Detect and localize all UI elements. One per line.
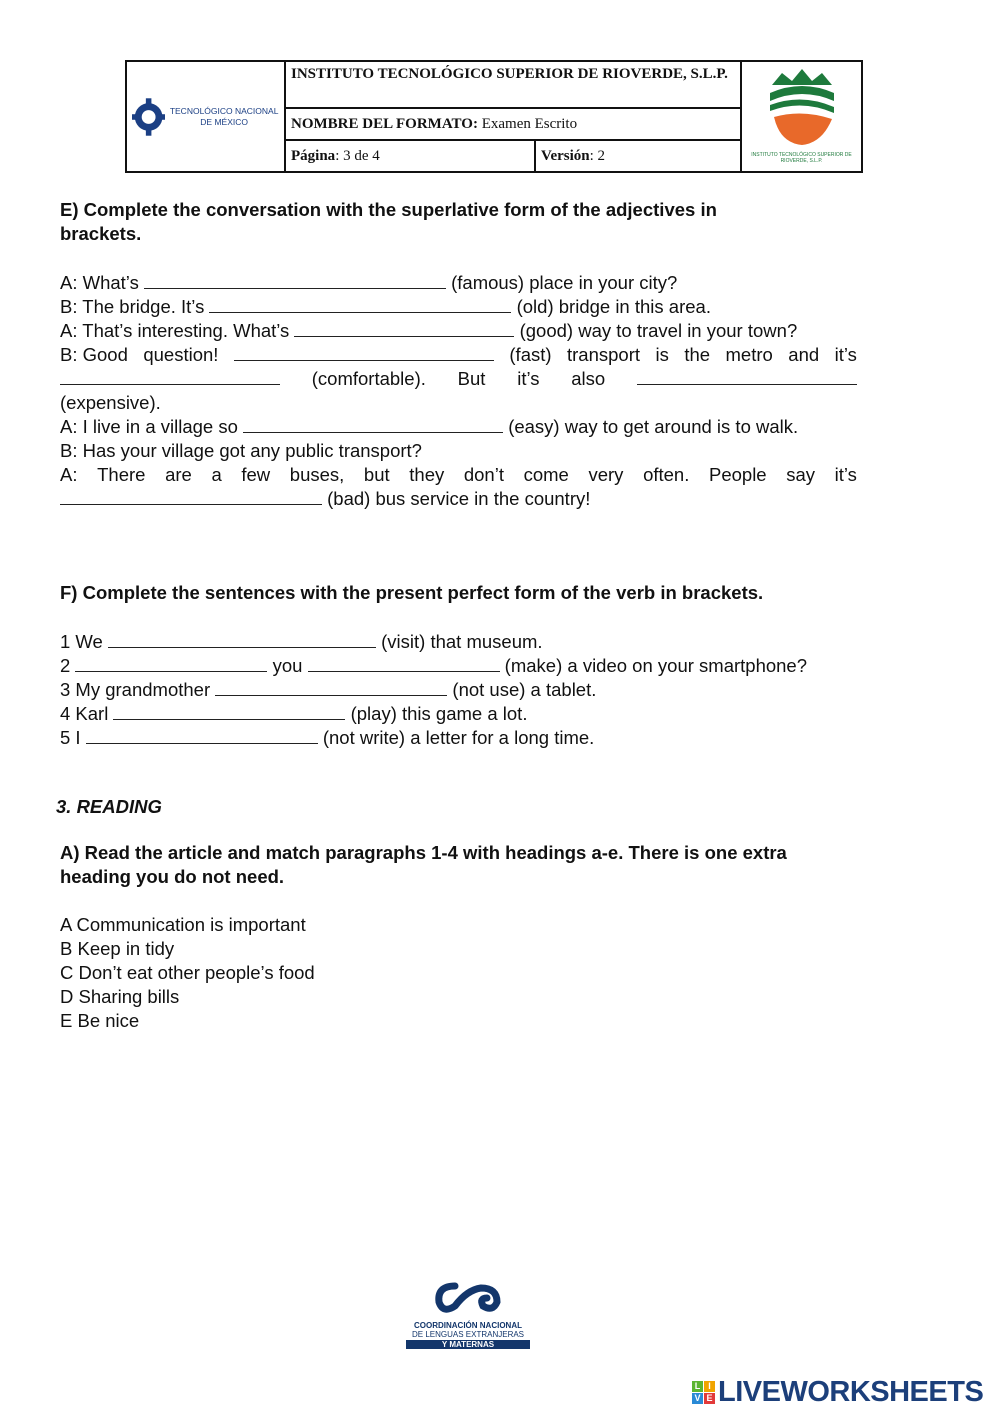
word: and (788, 344, 820, 365)
page-label: Página (291, 148, 336, 164)
conversation-line-10 (60, 487, 590, 511)
cnlem-logo (406, 1280, 530, 1349)
conversation-line-9 (60, 463, 857, 487)
tecnm-logo (127, 62, 286, 171)
page-value: : 3 de 4 (335, 148, 380, 164)
line-text: A: That’s interesting. What’s (60, 320, 290, 341)
answer-blank-not-use[interactable] (215, 678, 447, 696)
answer-blank-not-write[interactable] (86, 726, 318, 744)
line-text: (visit) that museum. (376, 631, 543, 652)
line-text: A: I live in a village so (60, 416, 238, 437)
word: are (165, 464, 192, 485)
line-text: (easy) way to get around is to walk. (508, 416, 799, 437)
line-text: B: The bridge. It’s (60, 296, 205, 317)
line-text: 2 (60, 655, 76, 676)
section-f-title: F) Complete the sentences with the present perfect form of the verb in brackets. (60, 582, 764, 603)
line-text: (famous) place in your city? (445, 272, 678, 293)
word: But (457, 368, 486, 389)
line-text: (good) way to travel in your town? (519, 320, 798, 341)
word: they (409, 464, 445, 485)
line-text: 1 We (60, 631, 103, 652)
section-e-title-line1: E) Complete the conversation with the superlative form of the adjectives in (60, 199, 717, 220)
conversation-line-3 (60, 319, 797, 343)
cnlem-text-2: DE LENGUAS EXTRANJERAS (411, 1330, 525, 1339)
reading-title-line2: heading you do not need. (60, 866, 285, 887)
conversation-line-4 (60, 343, 857, 367)
section-e-title (60, 198, 857, 222)
sentence-4 (60, 702, 527, 726)
institute-name: INSTITUTO TECNOLÓGICO SUPERIOR DE RIOVERDE, S.L.P. (286, 62, 742, 109)
heading-option-b: B Keep in tidy (60, 938, 175, 959)
word: it’s (517, 368, 540, 389)
line-text: you (267, 655, 308, 676)
cnlem-text-3: Y MATERNAS (406, 1340, 530, 1349)
answer-blank-play[interactable] (113, 702, 345, 720)
line-text: (play) this game a lot. (345, 703, 528, 724)
conversation-line-2 (60, 295, 711, 319)
heading-option-c: C Don’t eat other people’s food (60, 962, 315, 983)
answer-blank-good[interactable] (294, 319, 514, 337)
itsr-logo-text: INSTITUTO TECNOLÓGICO SUPERIOR DE RIOVERDE, S.L.P. (751, 152, 852, 164)
word: metro (725, 344, 773, 365)
version-label: Versión (541, 148, 590, 164)
line-text: 4 Karl (60, 703, 109, 724)
line-text: (not write) a letter for a long time. (317, 727, 595, 748)
reading-title-line1: A) Read the article and match paragraphs 1-4 with headings a-e. There is one extra (60, 842, 787, 863)
answer-blank-fast[interactable] (234, 343, 494, 361)
itsr-logo-icon (762, 65, 842, 147)
word: don’t (463, 464, 504, 485)
conversation-line-1 (60, 271, 677, 295)
answer-blank-easy[interactable] (243, 415, 503, 433)
heading-option-a: A Communication is important (60, 914, 306, 935)
conversation-line-7 (60, 415, 798, 439)
word: very (588, 464, 624, 485)
word: it’s (834, 464, 857, 485)
sentence-1 (60, 630, 543, 654)
liveworksheets-logo[interactable] (692, 1376, 983, 1409)
tecnm-logo-text: TECNOLÓGICO NACIONAL DE MÉXICO (169, 105, 279, 127)
line-text: 3 My grandmother (60, 679, 211, 700)
version-value: : 2 (589, 148, 606, 164)
page-number (286, 141, 536, 171)
answer-blank-make-aux[interactable] (75, 654, 267, 672)
word: often. (643, 464, 690, 485)
sentence-5 (60, 726, 594, 750)
conversation-line-6: (expensive). (60, 392, 161, 413)
word: few (241, 464, 271, 485)
answer-blank-famous[interactable] (144, 271, 446, 289)
format-value: Examen Escrito (481, 116, 578, 132)
reading-heading: 3. READING (56, 796, 162, 817)
line-text: (make) a video on your smartphone? (499, 655, 808, 676)
sentence-3 (60, 678, 596, 702)
word: B: Good (60, 344, 128, 365)
conversation-line-5 (60, 367, 857, 391)
line-text: (old) bridge in this area. (511, 296, 711, 317)
cnlem-text-1: COORDINACIÓN NACIONAL (414, 1321, 522, 1330)
word: say (786, 464, 816, 485)
version (536, 141, 742, 171)
answer-blank-comfortable[interactable] (60, 367, 280, 385)
word: the (684, 344, 711, 365)
word: but (363, 464, 390, 485)
word: (fast) (509, 344, 552, 365)
sentence-2 (60, 654, 807, 678)
header-table (125, 60, 863, 173)
line-text: (not use) a tablet. (447, 679, 597, 700)
liveworksheets-brand: LIVEWORKSHEETS (718, 1376, 984, 1408)
word: is (655, 344, 669, 365)
heading-option-d: D Sharing bills (60, 986, 180, 1007)
word: a (211, 464, 222, 485)
word: question! (143, 344, 219, 365)
word: it’s (834, 344, 857, 365)
format-name (286, 109, 742, 141)
answer-blank-expensive[interactable] (637, 367, 857, 385)
word: come (523, 464, 569, 485)
answer-blank-make[interactable] (308, 654, 500, 672)
word: (comfortable). (311, 368, 426, 389)
word: A: (60, 464, 78, 485)
answer-blank-visit[interactable] (108, 630, 376, 648)
line-text: A: What’s (60, 272, 139, 293)
tecnm-gear-icon (132, 86, 165, 148)
section-e-title-line2: brackets. (60, 223, 142, 244)
format-label: NOMBRE DEL FORMATO: (291, 116, 478, 132)
cnlem-wave-icon (433, 1280, 503, 1316)
word: also (571, 368, 606, 389)
line-text: (bad) bus service in the country! (322, 488, 591, 509)
word: buses, (289, 464, 345, 485)
word: transport (567, 344, 641, 365)
live-blocks-icon: L I V E (692, 1381, 715, 1404)
conversation-line-8: B: Has your village got any public transport? (60, 440, 422, 461)
word: People (708, 464, 767, 485)
line-text: 5 I (60, 727, 81, 748)
word: There (97, 464, 146, 485)
itsr-logo (742, 62, 861, 171)
answer-blank-old[interactable] (209, 295, 511, 313)
answer-blank-bad[interactable] (60, 487, 322, 505)
heading-option-e: E Be nice (60, 1010, 140, 1031)
